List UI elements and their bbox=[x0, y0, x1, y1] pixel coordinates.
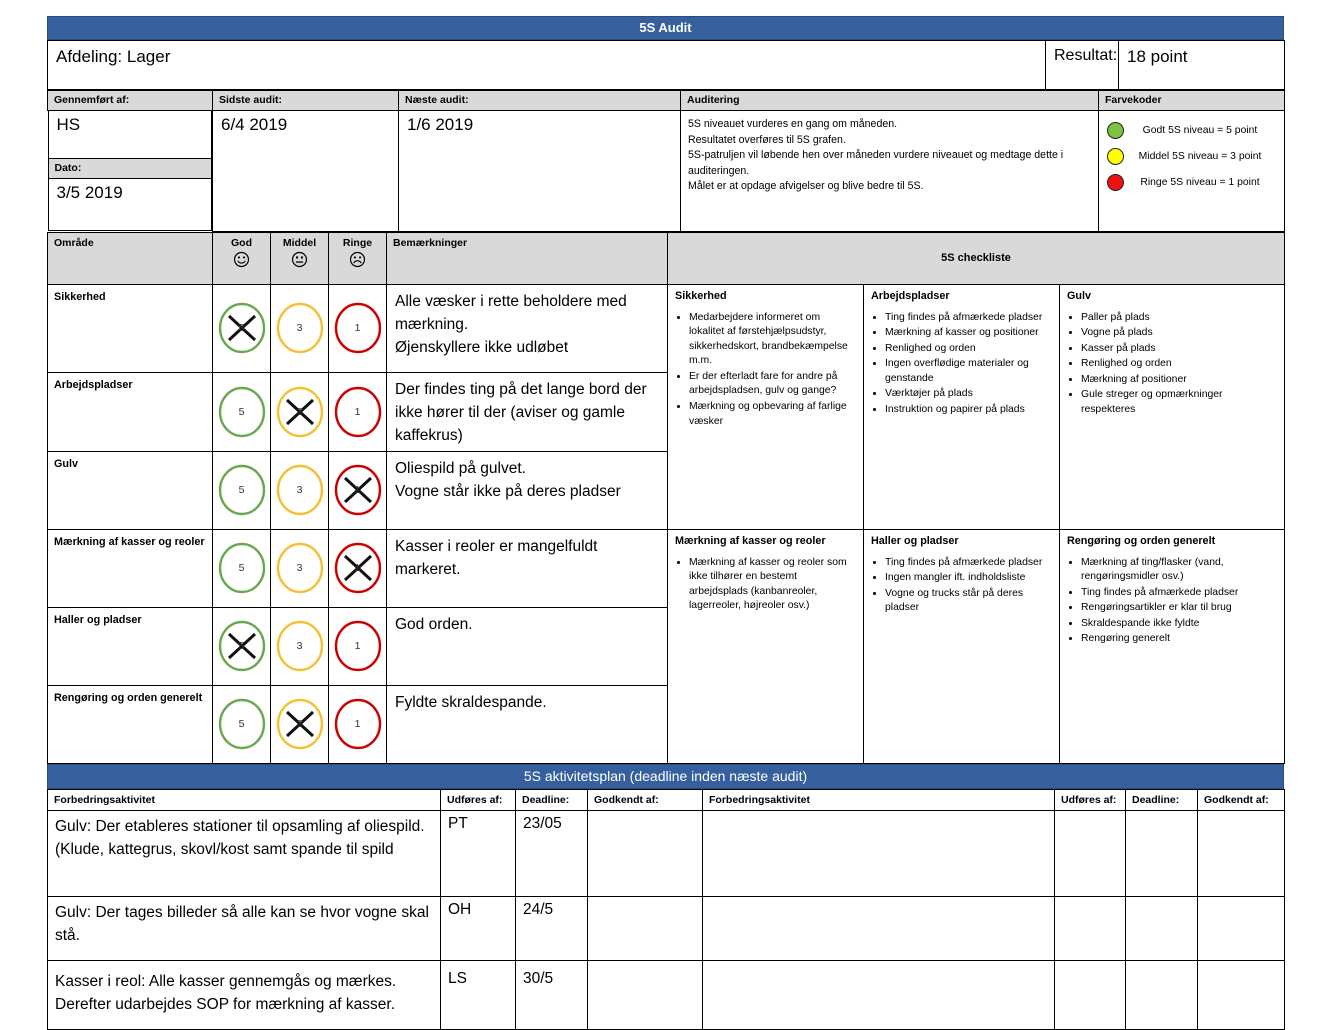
checklist-items bbox=[1060, 556, 1284, 648]
list-item: • Mærkning og opbevaring af farlige væsker bbox=[689, 400, 857, 429]
auditing-label: Auditering bbox=[681, 91, 1099, 111]
score-value: 5 bbox=[238, 484, 245, 496]
plan-deadline-2[interactable] bbox=[1126, 960, 1198, 1029]
remark-text: Kasser i reoler er mangelfuldt markeret. bbox=[387, 529, 668, 607]
activity-plan-table bbox=[47, 789, 1285, 1030]
colorcodes-legend bbox=[1099, 111, 1285, 232]
remarks-header: Bemærkninger bbox=[387, 232, 668, 284]
checklist-items bbox=[864, 311, 1059, 418]
list-item: • Vogne og trucks står på deres pladser bbox=[885, 587, 1053, 616]
plan-by[interactable]: PT bbox=[441, 810, 516, 896]
department-cell: Afdeling: Lager bbox=[48, 41, 1046, 90]
plan-deadline[interactable]: 30/5 bbox=[516, 960, 588, 1029]
next-audit-value: 1/6 2019 bbox=[399, 111, 681, 232]
score-middel-cell[interactable] bbox=[271, 685, 329, 763]
list-item: • Rengøringsartikler er klar til brug bbox=[1081, 601, 1278, 616]
checklist-title: Sikkerhed bbox=[675, 289, 727, 302]
score-god-cell[interactable] bbox=[213, 529, 271, 607]
page-title: 5S Audit bbox=[47, 16, 1284, 40]
plan-deadline[interactable]: 24/5 bbox=[516, 896, 588, 960]
plan-header-row bbox=[48, 789, 1285, 810]
plan-approved-2[interactable] bbox=[1198, 896, 1285, 960]
legend-label: Ringe 5S niveau = 1 point bbox=[1140, 176, 1260, 188]
col-god-header bbox=[213, 232, 271, 284]
rating-middel bbox=[273, 619, 327, 673]
area-label: Haller og pladser bbox=[48, 607, 213, 685]
plan-col-by: Udføres af: bbox=[441, 789, 516, 810]
remark-text: God orden. bbox=[387, 607, 668, 685]
rating-god bbox=[215, 463, 269, 517]
list-item: • Mærkning af kasser og positioner bbox=[885, 326, 1053, 341]
checklist-items bbox=[864, 556, 1059, 616]
score-value: 1 bbox=[354, 640, 361, 652]
plan-approved[interactable] bbox=[588, 960, 703, 1029]
performed-by-group bbox=[48, 111, 213, 232]
score-value: 1 bbox=[354, 405, 361, 418]
area-label: Sikkerhed bbox=[48, 284, 213, 372]
list-item: • Kasser på plads bbox=[1081, 342, 1278, 357]
score-middel-cell[interactable] bbox=[271, 607, 329, 685]
col-ringe-header bbox=[329, 232, 387, 284]
next-audit-label: Næste audit: bbox=[399, 91, 681, 111]
table-row bbox=[48, 896, 1285, 960]
plan-by-2[interactable] bbox=[1055, 896, 1126, 960]
score-god-cell[interactable] bbox=[213, 607, 271, 685]
col-middel-label: Middel bbox=[282, 236, 317, 249]
score-value: 5 bbox=[238, 405, 245, 418]
rating-middel bbox=[273, 385, 327, 439]
plan-col-activity-2: Forbedringsaktivitet bbox=[703, 789, 1055, 810]
checklist-col-haller bbox=[864, 529, 1060, 763]
checklist-header: 5S checkliste bbox=[668, 232, 1285, 284]
list-item: • Ting findes på afmærkede pladser bbox=[885, 311, 1053, 326]
score-god-cell[interactable] bbox=[213, 372, 271, 451]
plan-activity-2[interactable] bbox=[703, 960, 1055, 1029]
legend-row-yellow bbox=[1103, 143, 1280, 169]
plan-by-2[interactable] bbox=[1055, 960, 1126, 1029]
score-middel-cell[interactable] bbox=[271, 529, 329, 607]
score-header-row bbox=[48, 232, 1285, 284]
score-ringe-cell[interactable] bbox=[329, 451, 387, 529]
remark-text: Oliespild på gulvet. Vogne står ikke på deres pladser bbox=[387, 451, 668, 529]
rating-ringe bbox=[331, 385, 385, 439]
rating-ringe bbox=[331, 541, 385, 595]
colorcodes-label: Farvekoder bbox=[1099, 91, 1285, 111]
area-header: Område bbox=[48, 232, 213, 284]
list-item: • Renlighed og orden bbox=[1081, 357, 1278, 372]
remark-text: Alle væsker i rette beholdere med mærkning. Øjenskyllere ikke udløbet bbox=[387, 284, 668, 372]
plan-col-approved: Godkendt af: bbox=[588, 789, 703, 810]
score-value: 3 bbox=[296, 405, 303, 418]
score-god-cell[interactable] bbox=[213, 685, 271, 763]
rating-god bbox=[215, 301, 269, 355]
col-middel-header bbox=[271, 232, 329, 284]
area-label: Gulv bbox=[48, 451, 213, 529]
score-god-cell[interactable] bbox=[213, 451, 271, 529]
score-ringe-cell[interactable] bbox=[329, 372, 387, 451]
list-item: • Vogne på plads bbox=[1081, 326, 1278, 341]
green-dot-icon bbox=[1107, 122, 1124, 139]
score-value: 1 bbox=[354, 322, 361, 334]
checklist-title: Mærkning af kasser og reoler bbox=[675, 534, 826, 547]
plan-deadline[interactable]: 23/05 bbox=[516, 810, 588, 896]
list-item: • Instruktion og papirer på plads bbox=[885, 403, 1053, 418]
date-value: 3/5 2019 bbox=[48, 179, 212, 231]
performed-by-label: Gennemført af: bbox=[48, 91, 213, 111]
legend-row-red bbox=[1103, 169, 1280, 195]
result-value: 18 point bbox=[1119, 41, 1285, 90]
score-ringe-cell[interactable] bbox=[329, 685, 387, 763]
score-ringe-cell[interactable] bbox=[329, 607, 387, 685]
score-ringe-cell[interactable] bbox=[329, 284, 387, 372]
list-item: • Mærkning af ting/flasker (vand, rengøringsmidler osv.) bbox=[1081, 556, 1278, 585]
col-god-label: God bbox=[231, 236, 252, 249]
table-row bbox=[48, 529, 1285, 607]
plan-by-2[interactable] bbox=[1055, 810, 1126, 896]
rating-god bbox=[215, 541, 269, 595]
plan-deadline-2[interactable] bbox=[1126, 896, 1198, 960]
plan-activity[interactable]: Kasser i reol: Alle kasser gennemgås og mærkes. Derefter udarbejdes SOP for mærkning af kasser. bbox=[48, 960, 441, 1029]
checklist-title: Gulv bbox=[1067, 289, 1091, 302]
plan-by[interactable]: OH bbox=[441, 896, 516, 960]
checklist-col-maerkning bbox=[668, 529, 864, 763]
list-item: • Værktøjer på plads bbox=[885, 387, 1053, 402]
score-value: 5 bbox=[238, 640, 245, 652]
list-item: • Rengøring generelt bbox=[1081, 632, 1278, 647]
plan-col-activity: Forbedringsaktivitet bbox=[48, 789, 441, 810]
checklist-title: Arbejdspladser bbox=[871, 289, 950, 302]
score-value: 1 bbox=[354, 484, 361, 496]
plan-activity-2[interactable] bbox=[703, 810, 1055, 896]
checklist-title: Haller og pladser bbox=[871, 534, 959, 547]
header-table bbox=[47, 40, 1285, 90]
list-item: • Renlighed og orden bbox=[885, 342, 1053, 357]
plan-approved-2[interactable] bbox=[1198, 960, 1285, 1029]
list-item: • Ting findes på afmærkede pladser bbox=[1081, 586, 1278, 601]
rating-god bbox=[215, 385, 269, 439]
rating-middel bbox=[273, 301, 327, 355]
checklist-col-sikkerhed bbox=[668, 284, 864, 529]
plan-approved[interactable] bbox=[588, 810, 703, 896]
plan-activity[interactable]: Gulv: Der etableres stationer til opsamling af oliespild. (Klude, kattegrus, skovl/kost samt spande til spild bbox=[48, 810, 441, 896]
score-value: 3 bbox=[296, 718, 303, 730]
list-item: • Ting findes på afmærkede pladser bbox=[885, 556, 1053, 571]
activity-plan-title: 5S aktivitetsplan (deadline inden næste audit) bbox=[47, 764, 1284, 789]
rating-middel bbox=[273, 463, 327, 517]
audit-sheet bbox=[47, 16, 1284, 1030]
score-table bbox=[47, 232, 1285, 764]
result-label: Resultat: bbox=[1046, 41, 1119, 90]
plan-col-by-2: Udføres af: bbox=[1055, 789, 1126, 810]
plan-col-approved-2: Godkendt af: bbox=[1198, 789, 1285, 810]
performed-by-value: HS bbox=[48, 111, 212, 159]
area-label: Arbejdspladser bbox=[48, 372, 213, 451]
score-middel-cell[interactable] bbox=[271, 451, 329, 529]
plan-activity-2[interactable] bbox=[703, 896, 1055, 960]
score-value: 5 bbox=[238, 322, 245, 334]
legend-row-green bbox=[1103, 117, 1280, 143]
list-item: • Mærkning af positioner bbox=[1081, 373, 1278, 388]
rating-middel bbox=[273, 541, 327, 595]
last-audit-label: Sidste audit: bbox=[213, 91, 399, 111]
neutral-face-icon bbox=[291, 251, 308, 268]
auditing-line: 5S niveauet vurderes en gang om måneden. bbox=[688, 118, 898, 130]
score-value: 1 bbox=[354, 562, 361, 574]
score-value: 3 bbox=[296, 322, 303, 334]
score-ringe-cell[interactable] bbox=[329, 529, 387, 607]
plan-approved[interactable] bbox=[588, 896, 703, 960]
score-value: 3 bbox=[296, 484, 303, 496]
date-label: Dato: bbox=[48, 159, 212, 179]
checklist-items bbox=[668, 311, 863, 430]
list-item: • Medarbejdere informeret om lokalitet af førstehjælpsudstyr, sikkerhedskort, brandbekæmpelse m.m. bbox=[689, 311, 857, 369]
plan-approved-2[interactable] bbox=[1198, 810, 1285, 896]
table-row bbox=[48, 284, 1285, 372]
checklist-col-arbejdspladser bbox=[864, 284, 1060, 529]
score-middel-cell[interactable] bbox=[271, 372, 329, 451]
plan-activity[interactable]: Gulv: Der tages billeder så alle kan se hvor vogne skal stå. bbox=[48, 896, 441, 960]
checklist-items bbox=[668, 556, 863, 614]
score-value: 3 bbox=[296, 562, 303, 574]
plan-deadline-2[interactable] bbox=[1126, 810, 1198, 896]
score-middel-cell[interactable] bbox=[271, 284, 329, 372]
rating-ringe bbox=[331, 463, 385, 517]
red-dot-icon bbox=[1107, 174, 1124, 191]
remark-text: Fyldte skraldespande. bbox=[387, 685, 668, 763]
legend-label: Godt 5S niveau = 5 point bbox=[1142, 124, 1258, 136]
score-value: 5 bbox=[238, 562, 245, 574]
checklist-items bbox=[1060, 311, 1284, 418]
score-value: 1 bbox=[354, 718, 361, 730]
list-item: • Ingen mangler ift. indholdsliste bbox=[885, 571, 1053, 586]
area-label: Mærkning af kasser og reoler bbox=[48, 529, 213, 607]
table-row bbox=[48, 960, 1285, 1029]
remark-text: Der findes ting på det lange bord der ikke hører til der (aviser og gamle kaffekrus) bbox=[387, 372, 668, 451]
score-god-cell[interactable] bbox=[213, 284, 271, 372]
legend-label: Middel 5S niveau = 3 point bbox=[1138, 150, 1262, 162]
plan-col-deadline: Deadline: bbox=[516, 789, 588, 810]
happy-face-icon bbox=[233, 251, 250, 268]
list-item: • Skraldespande ikke fyldte bbox=[1081, 617, 1278, 632]
list-item: • Mærkning af kasser og reoler som ikke tilhører en bestemt arbejdsplads (kanbanreoler, lagerreoler, højreoler osv.) bbox=[689, 556, 857, 614]
list-item: • Gule streger og opmærkninger respekteres bbox=[1081, 388, 1278, 417]
plan-col-deadline-2: Deadline: bbox=[1126, 789, 1198, 810]
audit-meta-table bbox=[47, 90, 1285, 232]
score-value: 3 bbox=[296, 640, 303, 652]
auditing-line: Resultatet overføres til 5S grafen. bbox=[688, 133, 846, 146]
auditing-line: Målet er at opdage afvigelser og blive bedre til 5S. bbox=[688, 180, 924, 192]
rating-middel bbox=[273, 697, 327, 751]
rating-ringe bbox=[331, 697, 385, 751]
last-audit-value: 6/4 2019 bbox=[213, 111, 399, 232]
yellow-dot-icon bbox=[1107, 148, 1124, 165]
plan-by[interactable]: LS bbox=[441, 960, 516, 1029]
sad-face-icon bbox=[349, 251, 366, 268]
rating-ringe bbox=[331, 619, 385, 673]
area-label: Rengøring og orden generelt bbox=[48, 685, 213, 763]
checklist-title: Rengøring og orden generelt bbox=[1067, 534, 1216, 547]
checklist-col-gulv bbox=[1060, 284, 1285, 529]
col-ringe-label: Ringe bbox=[342, 236, 373, 249]
list-item: • Paller på plads bbox=[1081, 311, 1278, 326]
list-item: • Er der efterladt fare for andre på arbejdspladsen, gulv og gange? bbox=[689, 370, 857, 399]
checklist-col-rengoering bbox=[1060, 529, 1285, 763]
list-item: • Ingen overflødige materialer og genstande bbox=[885, 357, 1053, 386]
table-row bbox=[48, 810, 1285, 896]
rating-ringe bbox=[331, 301, 385, 355]
rating-god bbox=[215, 619, 269, 673]
rating-god bbox=[215, 697, 269, 751]
auditing-line: 5S-patruljen vil løbende hen over måneden vurdere niveauet og medtage dette i auditeringen. bbox=[688, 149, 1064, 177]
score-value: 5 bbox=[238, 718, 245, 730]
auditing-text bbox=[681, 111, 1099, 232]
